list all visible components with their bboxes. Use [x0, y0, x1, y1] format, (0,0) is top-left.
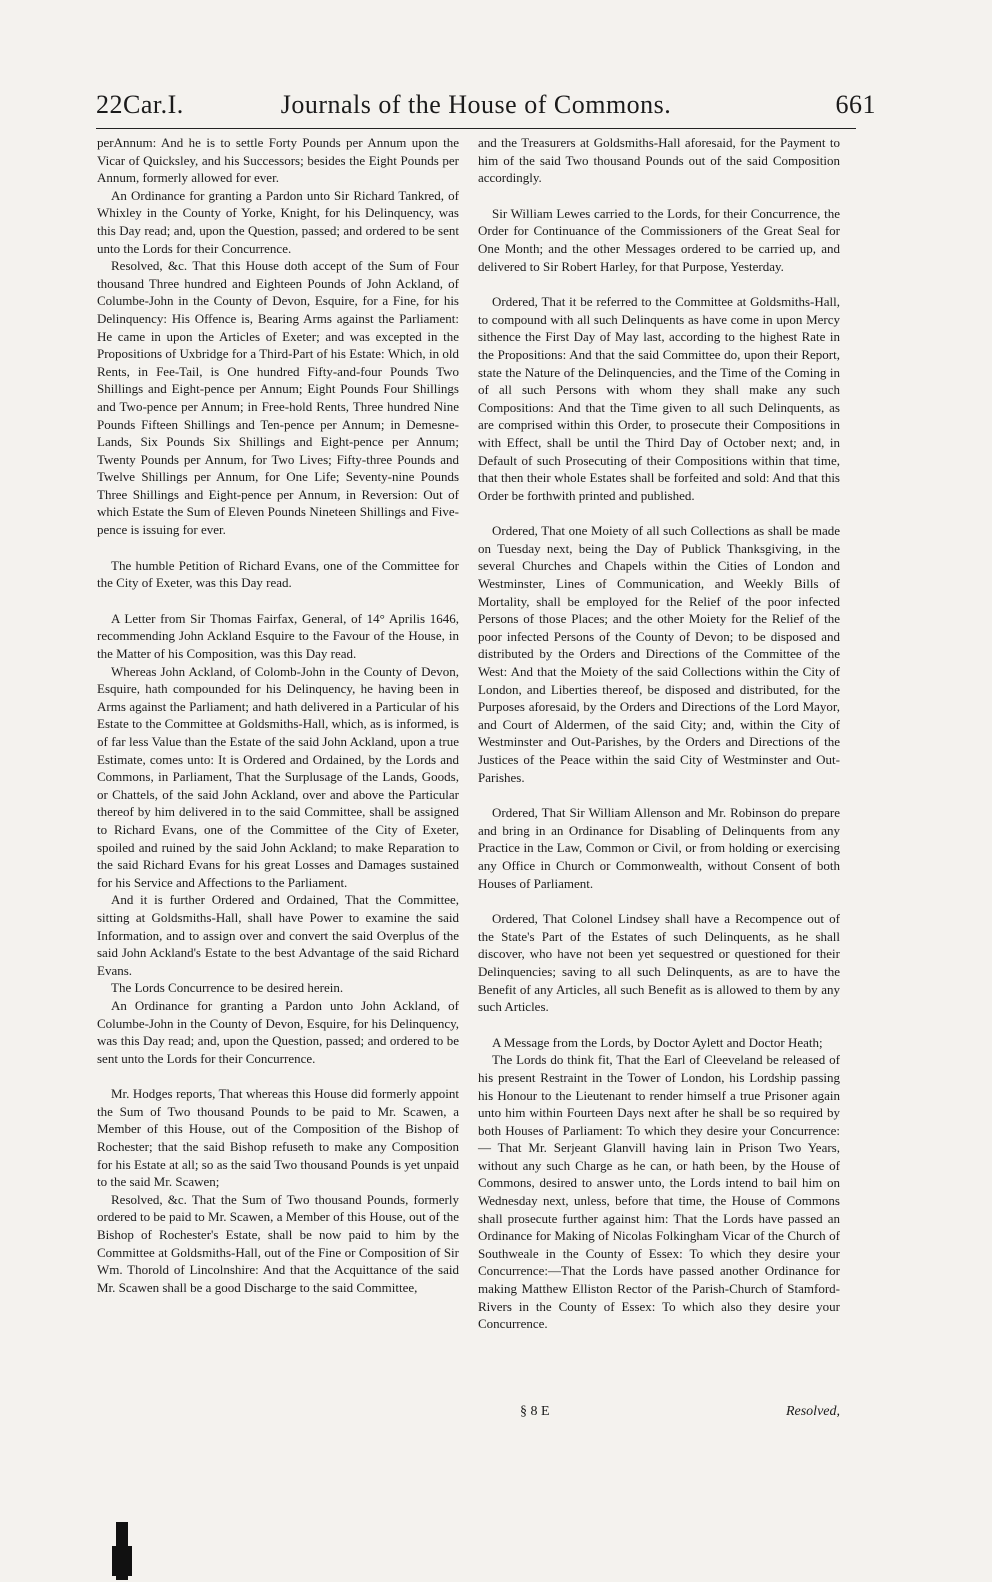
page-header	[96, 84, 876, 128]
running-title: Journals of the House of Commons.	[280, 90, 672, 119]
paragraph: Resolved, &c. That this House doth accept of the Sum of Four thousand Three hundred and Eighteen Pounds of John Ackland, of Columbe-John in the County of Devon, Esquire, for a Fine, for his Delinquency: His Offence is, Bearing Arms against the Parliament: He came in upon the Articles of Exeter; and was excepted in the Propositions of Uxbridge for a Third-Part of his Estate: Which, in old Rents, in Fee-Tail, is One hundred Fifty-and-four Pounds Two Shillings and Eight-pence per Annum; Eight Pounds Four Shillings and Two-pence per Annum; in Free-hold Rents, Three hundred Nine Pounds Fifteen Shillings and Ten-pence per Annum; in Demesne-Lands, Six Pounds Six Shillings and Eight-pence per Annum; Twenty Pounds per Annum, for Two Lives; Fifty-three Pounds and Twelve Shillings per Annum, for One Life; Seventy-nine Pounds Three Shillings and Eight-pence per Annum, in Reversion: Out of which Estate the Sum of Eleven Pounds Nineteen Shillings and Five-pence is issuing for ever.	[97, 258, 459, 538]
paragraph: The humble Petition of Richard Evans, one of the Committee for the City of Exeter, was this Day read.	[97, 557, 459, 591]
paragraph: Sir William Lewes carried to the Lords, for their Concurrence, the Order for Continuance of the Commissioners of the Great Seal for One Month; and the other Messages ordered to be carried up, and delivered to Sir Robert Harley, for that Purpose, Yesterday.	[478, 205, 840, 274]
paragraph: Whereas John Ackland, of Colomb-John in the County of Devon, Esquire, hath compounded for his Delinquency, he having been in Arms against the Parliament; and hath delivered in a Particular of his Estate to the Committee at Goldsmiths-Hall, which, as is informed, is of far less Value than the Estate of the said John Ackland, upon a true Estimate, comes unto: It is Ordered and Ordained, by the Lords and Commons, in Parliament, That the Surplusage of the Lands, Goods, or Chattels, of the said John Ackland, over and above the Particular thereof by him delivered in to the said Committee, shall be assigned to Richard Evans, one of the Committee of the City of Exeter, spoiled and ruined by the said John Ackland; to make Reparation to the said Richard Evans for his great Losses and Damages sustained for his Service and Affections to the Parliament.	[97, 663, 459, 890]
paragraph: An Ordinance for granting a Pardon unto John Ackland, of Columbe-John in the County of Devon, Esquire, for his Delinquency, was this Day read; and, upon the Question, passed; and ordered to be sent unto the Lords for their Concurrence.	[97, 997, 459, 1066]
paragraph: An Ordinance for granting a Pardon unto Sir Richard Tankred, of Whixley in the County of Yorke, Knight, for his Delinquency, was this Day read; and, upon the Question, passed; and ordered to be sent unto the Lords for their Concurrence.	[97, 187, 459, 256]
paragraph: and the Treasurers at Goldsmiths-Hall aforesaid, for the Payment to him of the said Two thousand Pounds out of the said Composition accordingly.	[478, 135, 840, 186]
paragraph: Mr. Hodges reports, That whereas this House did formerly appoint the Sum of Two thousand Pounds to be paid to Mr. Scawen, a Member of this House, out of the Composition of the Bishop of Rochester; that the said Bishop refuseth to make any Composition for his Estate at all; so as the said Two thousand Pounds is yet unpaid to the said Mr. Scawen;	[97, 1086, 459, 1190]
paragraph: And it is further Ordered and Ordained, That the Committee, sitting at Goldsmiths-Hall, shall have Power to examine the said Information, and to assign over and convert the said Overplus of the said John Ackland's Estate to the best Advantage of the said Richard Evans.	[97, 892, 459, 978]
right-column	[478, 134, 840, 1333]
catchword: Resolved,	[785, 1404, 840, 1419]
paragraph: Ordered, That Colonel Lindsey shall have a Recompence out of the State's Part of the Estates of such Delinquents, as he shall discover, who have not been yet sequestred or questioned for their Delinquencies; saving to all such Delinquents, as are to have the Benefit of any Articles, all such Benefit as is allowed to them by any such Articles.	[478, 911, 840, 1015]
ink-blot	[112, 1546, 132, 1576]
header-rule	[96, 128, 856, 129]
paragraph: perAnnum: And he is to settle Forty Pounds per Annum upon the Vicar of Quicksley, and his Successors; besides the Eight Pounds per Annum, formerly allowed for ever.	[97, 135, 459, 186]
regnal-year: 22Car.I.	[96, 90, 184, 119]
left-column	[97, 134, 459, 1296]
paragraph: Ordered, That Sir William Allenson and Mr. Robinson do prepare and bring in an Ordinance for Disabling of Delinquents from any Practice in the Law, Common or Civil, or from holding or exercising any Office in Church or Commonwealth, without Consent of both Houses of Parliament.	[478, 805, 840, 891]
paragraph: A Message from the Lords, by Doctor Aylett and Doctor Heath;	[492, 1034, 823, 1050]
signature-mark: § 8 E	[520, 1404, 550, 1419]
paragraph: A Letter from Sir Thomas Fairfax, General, of 14° Aprilis 1646, recommending John Ackland Esquire to the Favour of the House, in the Matter of his Composition, was this Day read.	[97, 610, 459, 662]
paragraph: The Lords Concurrence to be desired herein.	[111, 980, 344, 996]
paragraph: Resolved, &c. That the Sum of Two thousand Pounds, formerly ordered to be paid to Mr. Scawen, a Member of this House, out of the Bishop of Rochester's Estate, shall be now paid to him by the Committee at Goldsmiths-Hall, out of the Fine or Composition of Sir Wm. Thorold of Lincolnshire: And that the Acquittance of the said Mr. Scawen shall be a good Discharge to the said Committee,	[97, 1191, 459, 1295]
paragraph: Ordered, That it be referred to the Committee at Goldsmiths-Hall, to compound with all such Delinquents as have come in upon Mercy sithence the First Day of May last, according to the highest Rate in the Propositions: And that the said Committee do, upon their Report, state the Nature of the Delinquencies, and the Time of the Coming in of all such Persons with whom they shall make any such Compositions: And that the Time given to all such Delinquents, as are comprised within this Order, to prosecute their Compositions in with Effect, shall be until the Third Day of October next; and, in Default of such Prosecuting of their Compositions within that time, that then their whole Estates shall be forfeited and sold: And that this Order be forthwith printed and published.	[478, 294, 840, 503]
paragraph: The Lords do think fit, That the Earl of Cleeveland be released of his present Restraint in the Tower of London, his Lordship passing his Honour to the Lieutenant to render himself a true Prisoner again unto him within Fourteen Days next after he shall be so required by both Houses of Parliament: To which they desire your Concurrence:— That Mr. Serjeant Glanvill having lain in Prison Two Years, without any such Charge as he can, or hath been, by the House of Commons, desired to answer unto, the Lords intend to bail him on Wednesday next, unless, before that time, the House of Commons shall prosecute further against him: That the Lords have passed an Ordinance for Making of Nicolas Folkingham Vicar of the Church of Southweale in the County of Essex: To which they desire your Concurrence:—That the Lords have passed another Ordinance for making Matthew Elliston Rector of the Parish-Church of Stamford-Rivers in the County of Essex: To which also they desire your Concurrence.	[478, 1052, 840, 1332]
page-number: 661	[835, 90, 876, 119]
paragraph: Ordered, That one Moiety of all such Collections as shall be made on Tuesday next, being the Day of Publick Thanksgiving, in the several Churches and Chapels within the Cities of London and Westminster, Lines of Communication, and Weekly Bills of Mortality, shall be employed for the Relief of the poor infected Persons of those Places; and the other Moiety for the Relief of the poor infected Persons of the County of Devon; to be disposed and distributed by the Orders and Directions of the Committee of the West: And that the Moiety of the said Collections within the City of London, and Liberties thereof, be disposed and distributed, for the Purposes aforesaid, by the Orders and Directions of the Lord Mayor, and Court of Aldermen, of the said City; and, within the City of Westminster and Out-Parishes, by the Orders and Directions of the Justices of the Peace within the said City of Westminster and Out-Parishes.	[478, 523, 840, 785]
